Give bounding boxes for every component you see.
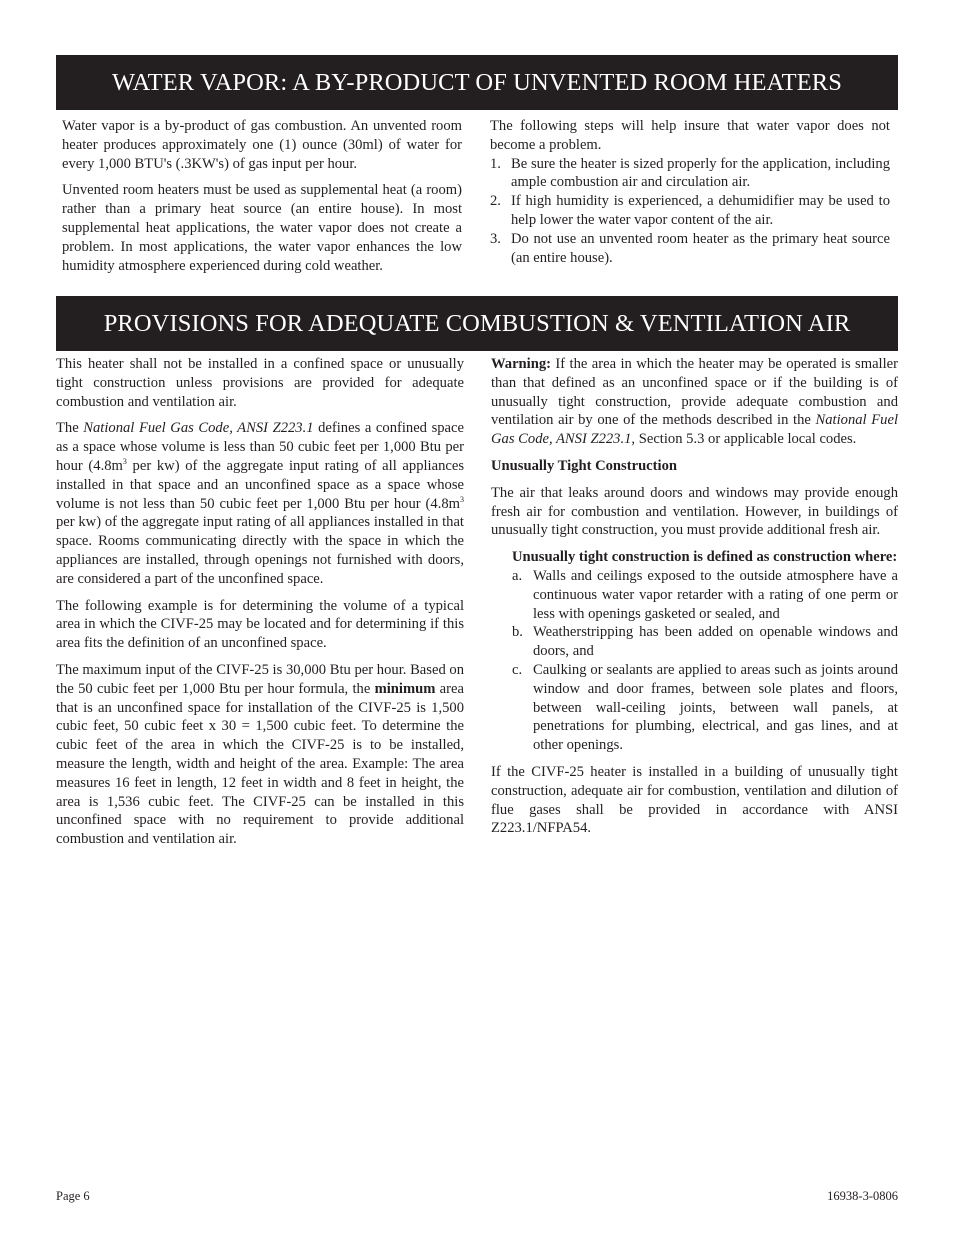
water-vapor-right-column (490, 117, 890, 267)
list-letter: b. (512, 624, 523, 641)
page-number: Page 6 (56, 1189, 90, 1203)
document-number: 16938-3-0806 (827, 1189, 898, 1203)
paragraph (56, 661, 464, 849)
list-letter: c. (512, 661, 523, 678)
superscript: 3 (460, 494, 464, 504)
list-text: Be sure the heater is sized properly for the application, including ample combustion air and circulation air. (511, 155, 890, 191)
paragraph: The following example is for determining the volume of a typical area in which the CIVF-25 may be located and for determining if this area fits the definition of an unconfined space. (56, 597, 464, 652)
list-number: 1. (490, 155, 501, 172)
paragraph: This heater shall not be installed in a confined space or unusually tight construction unless provisions are provided for adequate combustion and ventilation air. (56, 356, 464, 410)
superscript: 3 (122, 457, 127, 467)
water-vapor-left-column (62, 117, 462, 283)
text-run: The maximum input of the CIVF-25 is 30,000 Btu per hour. Based on the 50 cubic feet per 1,000 Btu per hour formula, the (56, 661, 464, 697)
section-title: WATER VAPOR: A BY-PRODUCT OF UNVENTED ROOM HEATERS (112, 68, 842, 96)
list-text: Caulking or sealants are applied to areas such as joints around window and door frames, between sole plates and floors, between wall-ceiling joints, between wall panels, at penetrations for plumbing, electrical, and gas lines, and at other openings. (533, 661, 898, 754)
text-run: defines a confined space as a space whose volume is less than 50 cubic feet per 1,000 Btu per hour (4.8m (56, 420, 464, 474)
list-item (491, 623, 898, 661)
paragraph: If the CIVF-25 heater is installed in a building of unusually tight construction, adequate air for combustion, ventilation and dilution of flue gases shall be provided in accordance with ANSI Z223.1/NFPA54. (491, 763, 898, 837)
text-run: area that is an unconfined space for installation of the CIVF-25 is 1,500 cubic feet, 50 cubic feet x 30 = 1,500 cubic feet. To determine the cubic feet of the area in which the CIVF-25 is to be installed, measure the length, width and height of the area. Example: The area measures 16 feet in length, 12 feet in width and 8 feet in height, the area is 1,536 cubic feet. The CIVF-25 can be installed in this unconfined space with no requirement to provide additional combustion and ventilation air. (56, 680, 464, 848)
list-item (490, 230, 890, 268)
list-number: 3. (490, 230, 501, 247)
subheading: Unusually Tight Construction (491, 457, 677, 474)
criteria-list (491, 567, 898, 755)
text-run: per kw) of the aggregate input rating of all appliances installed in that space. Rooms communicating directly with the space in which the appliances are installed, through openings not furnished with doors, are considered a part of the unconfined space. (56, 514, 464, 587)
list-letter: a. (512, 567, 523, 584)
combustion-left-column (56, 355, 464, 857)
section-title: PROVISIONS FOR ADEQUATE COMBUSTION & VENTILATION AIR (103, 309, 851, 337)
list-item (490, 155, 890, 193)
list-item (490, 192, 890, 230)
emphasis: minimum (374, 680, 436, 697)
code-reference: National Fuel Gas Code, ANSI Z223.1 (491, 412, 898, 448)
text-run: The (56, 420, 84, 437)
combustion-right-column (491, 355, 898, 846)
list-text: If high humidity is experienced, a dehumidifier may be used to help lower the water vapor content of the air. (511, 193, 890, 228)
warning-paragraph (491, 355, 898, 449)
section-header-water-vapor (56, 55, 898, 110)
warning-label: Warning: (491, 356, 552, 372)
text-run: , Section 5.3 or applicable local codes. (631, 431, 857, 448)
definition-heading: Unusually tight construction is defined as construction where: (512, 549, 898, 566)
list-text: Walls and ceilings exposed to the outside atmosphere have a continuous water vapor retarder with a rating of one perm or less with openings gasketed or sealed, and (533, 567, 898, 622)
paragraph (56, 419, 464, 588)
paragraph: The following steps will help insure that water vapor does not become a problem. (490, 118, 890, 153)
paragraph: The air that leaks around doors and windows may provide enough fresh air for combustion and ventilation. However, in buildings of unusually tight construction, you must provide additional fresh air. (491, 484, 898, 539)
list-item (491, 661, 898, 755)
text-run: If the area in which the heater may be operated is smaller than that defined as an unconfined space or if the building is of unusually tight construction, provide adequate combustion and ventilation air by one of the methods described in the (491, 356, 898, 429)
section-header-combustion-air (56, 296, 898, 351)
list-text: Do not use an unvented room heater as the primary heat source (an entire house). (511, 230, 890, 266)
code-reference: National Fuel Gas Code, ANSI Z223.1 (83, 420, 314, 437)
paragraph: Water vapor is a by-product of gas combustion. An unvented room heater produces approximately one (1) ounce (30ml) of water for every 1,000 BTU's (.3KW's) of gas input per hour. (62, 118, 462, 172)
list-number: 2. (490, 193, 501, 210)
text-run: per kw) of the aggregate input rating of all appliances installed in that space and an unconfined space as a space whose volume is not less than 50 cubic feet per 1,000 Btu per hour (4.8m (56, 457, 465, 512)
paragraph: Unvented room heaters must be used as supplemental heat (a room) rather than a primary heat source (an entire house). In most supplemental heat applications, the water vapor does not create a problem. In most applications, the water vapor enhances the low humidity atmosphere experienced during cold weather. (62, 182, 462, 274)
list-text: Weatherstripping has been added on openable windows and doors, and (533, 624, 898, 660)
steps-list (490, 155, 890, 268)
list-item (491, 567, 898, 623)
